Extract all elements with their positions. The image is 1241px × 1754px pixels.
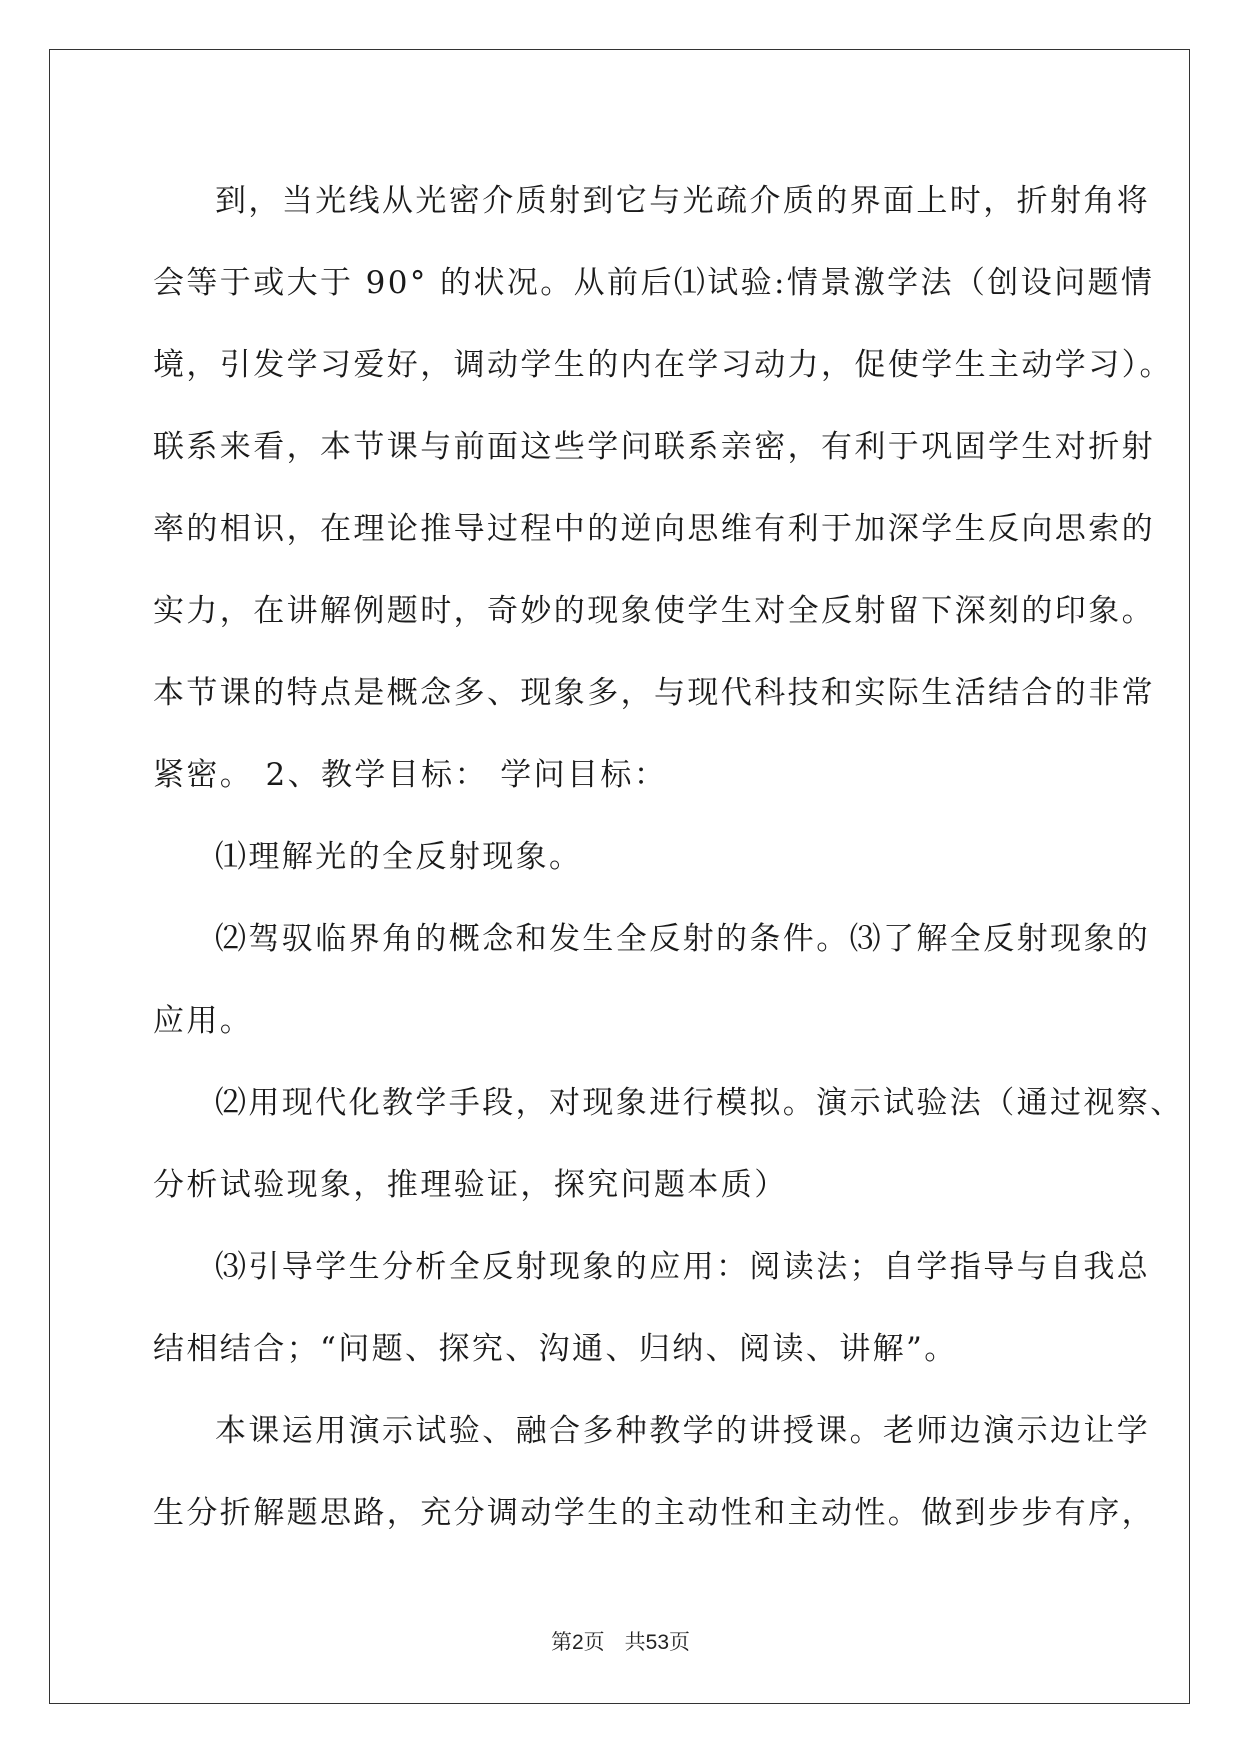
footer-prefix: 第 <box>550 1630 572 1654</box>
paragraph-line: 联系来看，本节课与前面这些学问联系亲密，有利于巩固学生对折射 <box>153 429 1155 465</box>
page-number: 2 <box>571 1631 584 1654</box>
paragraph-line: 应用。 <box>153 1003 254 1039</box>
paragraph-line: ⑵用现代化教学手段，对现象进行模拟。演示试验法（通过视察、 <box>215 1085 1184 1121</box>
paragraph-line: 境，引发学习爱好，调动学生的内在学习动力，促使学生主动学习）。 <box>153 347 1173 383</box>
paragraph-line: 本课运用演示试验、融合多种教学的讲授课。老师边演示边让学 <box>215 1413 1151 1449</box>
paragraph-line: ⑵驾驭临界角的概念和发生全反射的条件。⑶了解全反射现象的 <box>215 921 1151 957</box>
paragraph-line: 紧密。 2、教学目标： 学问目标： <box>153 757 668 793</box>
paragraph-line: 生分折解题思路，充分调动学生的主动性和主动性。做到步步有序， <box>153 1495 1155 1531</box>
footer-page-suffix: 页 <box>583 1630 605 1654</box>
total-pages: 53 <box>645 1631 670 1654</box>
paragraph-line: 会等于或大于 90° 的状况。从前后⑴试验:情景激学法（创设问题情 <box>153 265 1155 301</box>
paragraph-line: 到，当光线从光密介质射到它与光疏介质的界面上时，折射角将 <box>215 183 1151 219</box>
paragraph-line: 率的相识，在理论推导过程中的逆向思维有利于加深学生反向思索的 <box>153 511 1155 547</box>
paragraph-line: 分析试验现象，推理验证，探究问题本质） <box>153 1167 788 1203</box>
paragraph-line: 实力，在讲解例题时，奇妙的现象使学生对全反射留下深刻的印象。 <box>153 593 1155 629</box>
page-footer <box>0 1626 1241 1656</box>
paragraph-line: ⑶引导学生分析全反射现象的应用：阅读法；自学指导与自我总 <box>215 1249 1151 1285</box>
footer-total-prefix: 共 <box>624 1630 646 1654</box>
document-body <box>153 160 1184 1554</box>
footer-total-suffix: 页 <box>669 1630 691 1654</box>
paragraph-line: 本节课的特点是概念多、现象多，与现代科技和实际生活结合的非常 <box>153 675 1155 711</box>
paragraph-line: ⑴理解光的全反射现象。 <box>215 839 583 875</box>
paragraph-line: 结相结合；“问题、探究、沟通、归纳、阅读、讲解”。 <box>153 1331 958 1367</box>
